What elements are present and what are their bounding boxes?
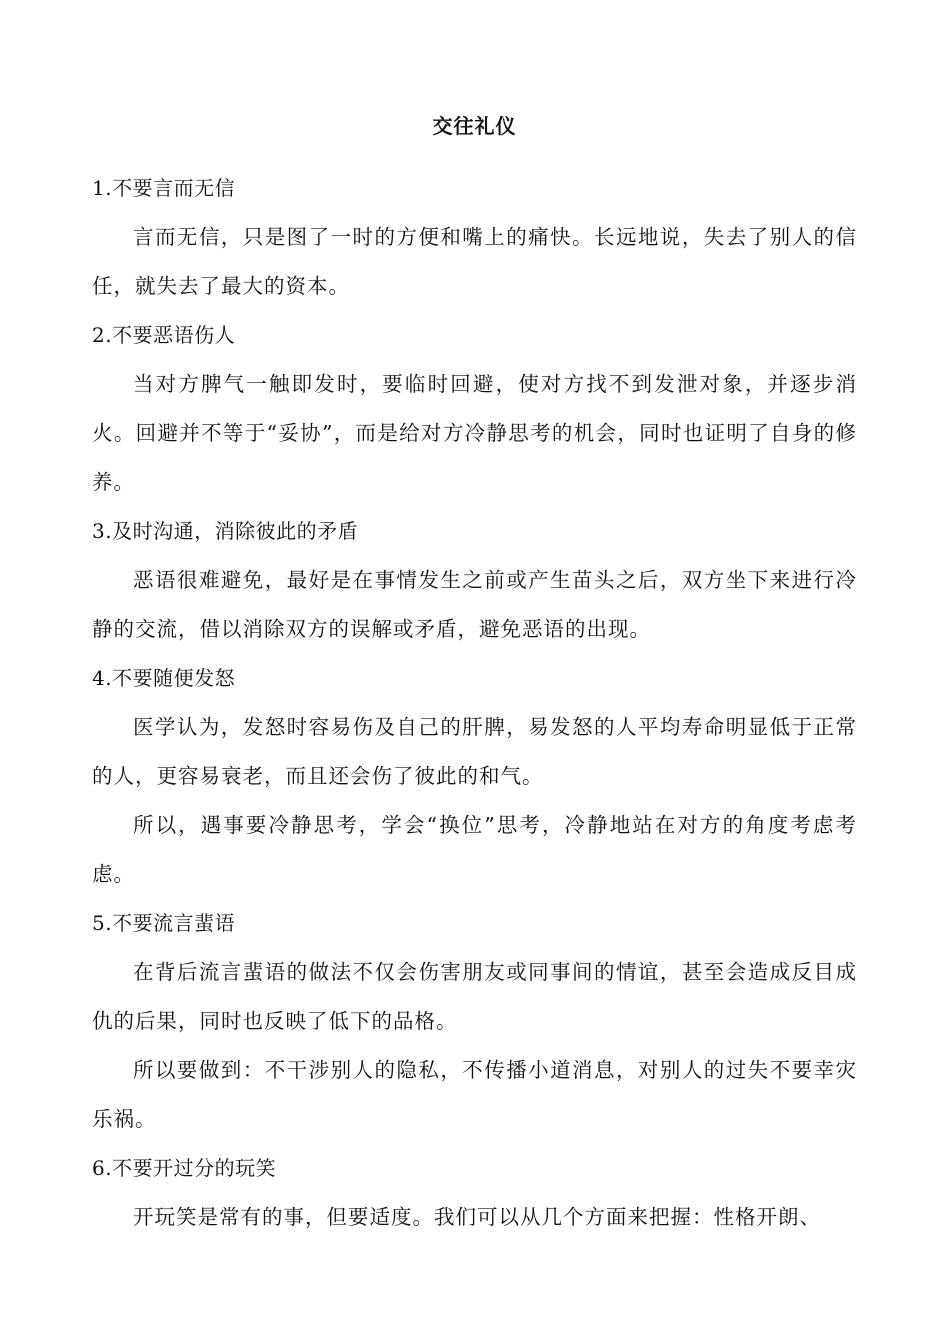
- section-paragraph: 言而无信，只是图了一时的方便和嘴上的痛快。长远地说，失去了别人的信任，就失去了最大的资本。: [92, 225, 857, 298]
- section-6: [92, 1144, 857, 1242]
- section-paragraph: 开玩笑是常有的事，但要适度。我们可以从几个方面来把握：性格开朗、: [133, 1205, 821, 1229]
- document-page: [92, 110, 857, 1242]
- section-3: [92, 507, 857, 654]
- section-heading: 4.不要随便发怒: [92, 666, 236, 690]
- section-paragraph: 所以要做到：不干涉别人的隐私，不传播小道消息，对别人的过失不要幸灾乐祸。: [92, 1058, 857, 1131]
- section-heading: 6.不要开过分的玩笑: [92, 1156, 277, 1180]
- section-heading: 1.不要言而无信: [92, 176, 236, 200]
- section-paragraph: 在背后流言蜚语的做法不仅会伤害朋友或同事间的情谊，甚至会造成反目成仇的后果，同时也反映了低下的品格。: [92, 960, 857, 1033]
- section-paragraph: 医学认为，发怒时容易伤及自己的肝脾，易发怒的人平均寿命明显低于正常的人，更容易衰老，而且还会伤了彼此的和气。: [92, 715, 857, 788]
- section-2: [92, 311, 857, 507]
- section-heading: 3.及时沟通，消除彼此的矛盾: [92, 519, 359, 543]
- document-title: 交往礼仪: [432, 114, 517, 138]
- section-1: [92, 164, 857, 311]
- section-paragraph: 恶语很难避免，最好是在事情发生之前或产生苗头之后，双方坐下来进行冷静的交流，借以消除双方的误解或矛盾，避免恶语的出现。: [92, 568, 857, 641]
- section-paragraph: 当对方脾气一触即发时，要临时回避，使对方找不到发泄对象，并逐步消火。回避并不等于“妥协”，而是给对方冷静思考的机会，同时也证明了自身的修养。: [92, 372, 857, 494]
- section-4: [92, 654, 857, 899]
- section-heading: 5.不要流言蜚语: [92, 911, 236, 935]
- section-paragraph: 所以，遇事要冷静思考，学会“换位”思考，冷静地站在对方的角度考虑考虑。: [92, 813, 857, 886]
- section-heading: 2.不要恶语伤人: [92, 323, 236, 347]
- section-5: [92, 899, 857, 1144]
